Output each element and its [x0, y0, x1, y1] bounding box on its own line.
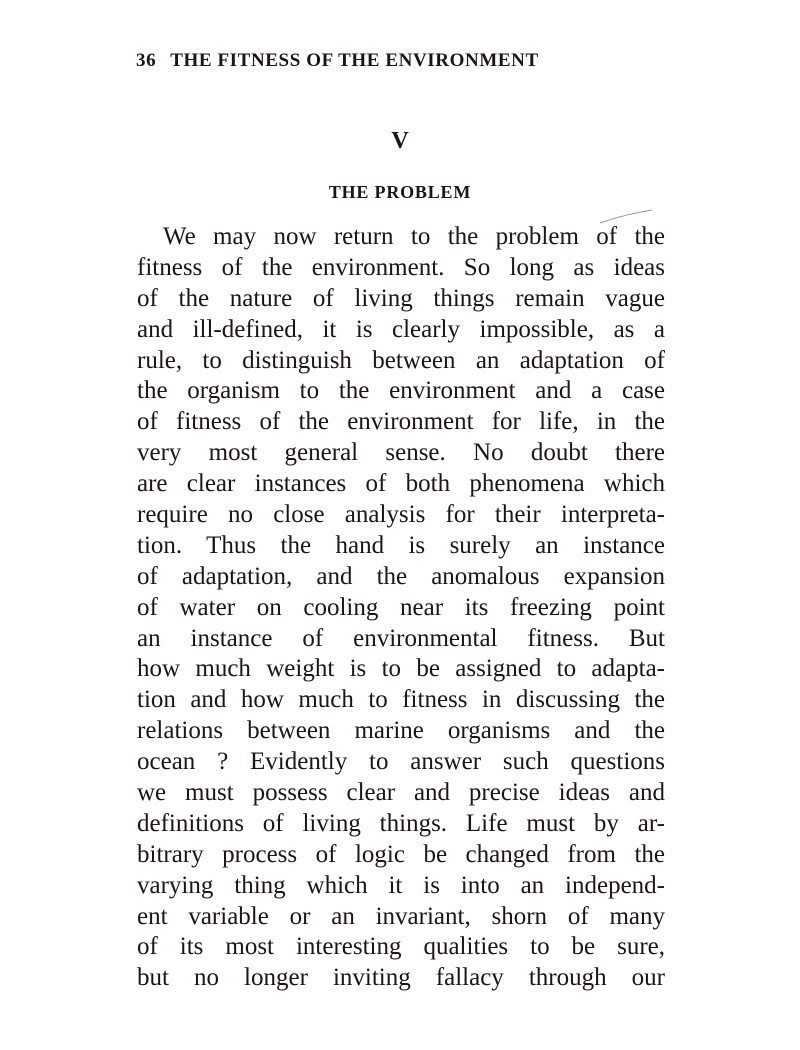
text-line: bitrary process of logic be changed from the [137, 840, 665, 868]
text-line: and ill-defined, it is clearly impossible, as a [137, 315, 665, 343]
chapter-numeral-text: V [391, 128, 409, 154]
text-line: of the nature of living things remain vague [137, 284, 665, 312]
text-line: ocean ? Evidently to answer such questions [137, 748, 665, 776]
text-line: rule, to distinguish between an adaptation of [137, 346, 665, 374]
chapter-numeral [0, 128, 800, 155]
text-line: very most general sense. No doubt there [137, 439, 665, 467]
text-line: are clear instances of both phenomena which [137, 470, 665, 498]
text-line: we must possess clear and precise ideas and [137, 779, 665, 807]
text-line: fitness of the environment. So long as ideas [137, 253, 665, 281]
text-line: tion and how much to fitness in discussing the [137, 686, 665, 714]
text-line: relations between marine organisms and the [137, 717, 665, 745]
body-text [137, 222, 665, 994]
text-line: of its most interesting qualities to be sure, [137, 933, 665, 961]
running-header [136, 50, 676, 72]
text-line: ent variable or an invariant, shorn of many [137, 902, 665, 930]
text-line: tion. Thus the hand is surely an instance [137, 531, 665, 559]
text-line: require no close analysis for their interpreta- [137, 501, 665, 529]
text-line: how much weight is to be assigned to adapta- [137, 655, 665, 683]
text-line: We may now return to the problem of the [163, 223, 665, 250]
text-line: of fitness of the environment for life, in the [137, 408, 665, 436]
text-line: of water on cooling near its freezing point [137, 593, 665, 621]
text-line: varying thing which it is into an independ- [137, 871, 665, 899]
chapter-title: THE PROBLEM [328, 182, 472, 202]
text-line: an instance of environmental fitness. But [137, 624, 665, 652]
text-line: of adaptation, and the anomalous expansion [137, 562, 665, 590]
running-title: THE FITNESS OF THE ENVIRONMENT [170, 50, 539, 71]
text-line: definitions of living things. Life must by ar- [137, 809, 665, 837]
page-number: 36 [136, 50, 157, 71]
text-line: the organism to the environment and a case [137, 377, 665, 405]
text-line: but no longer inviting fallacy through our [137, 964, 665, 992]
